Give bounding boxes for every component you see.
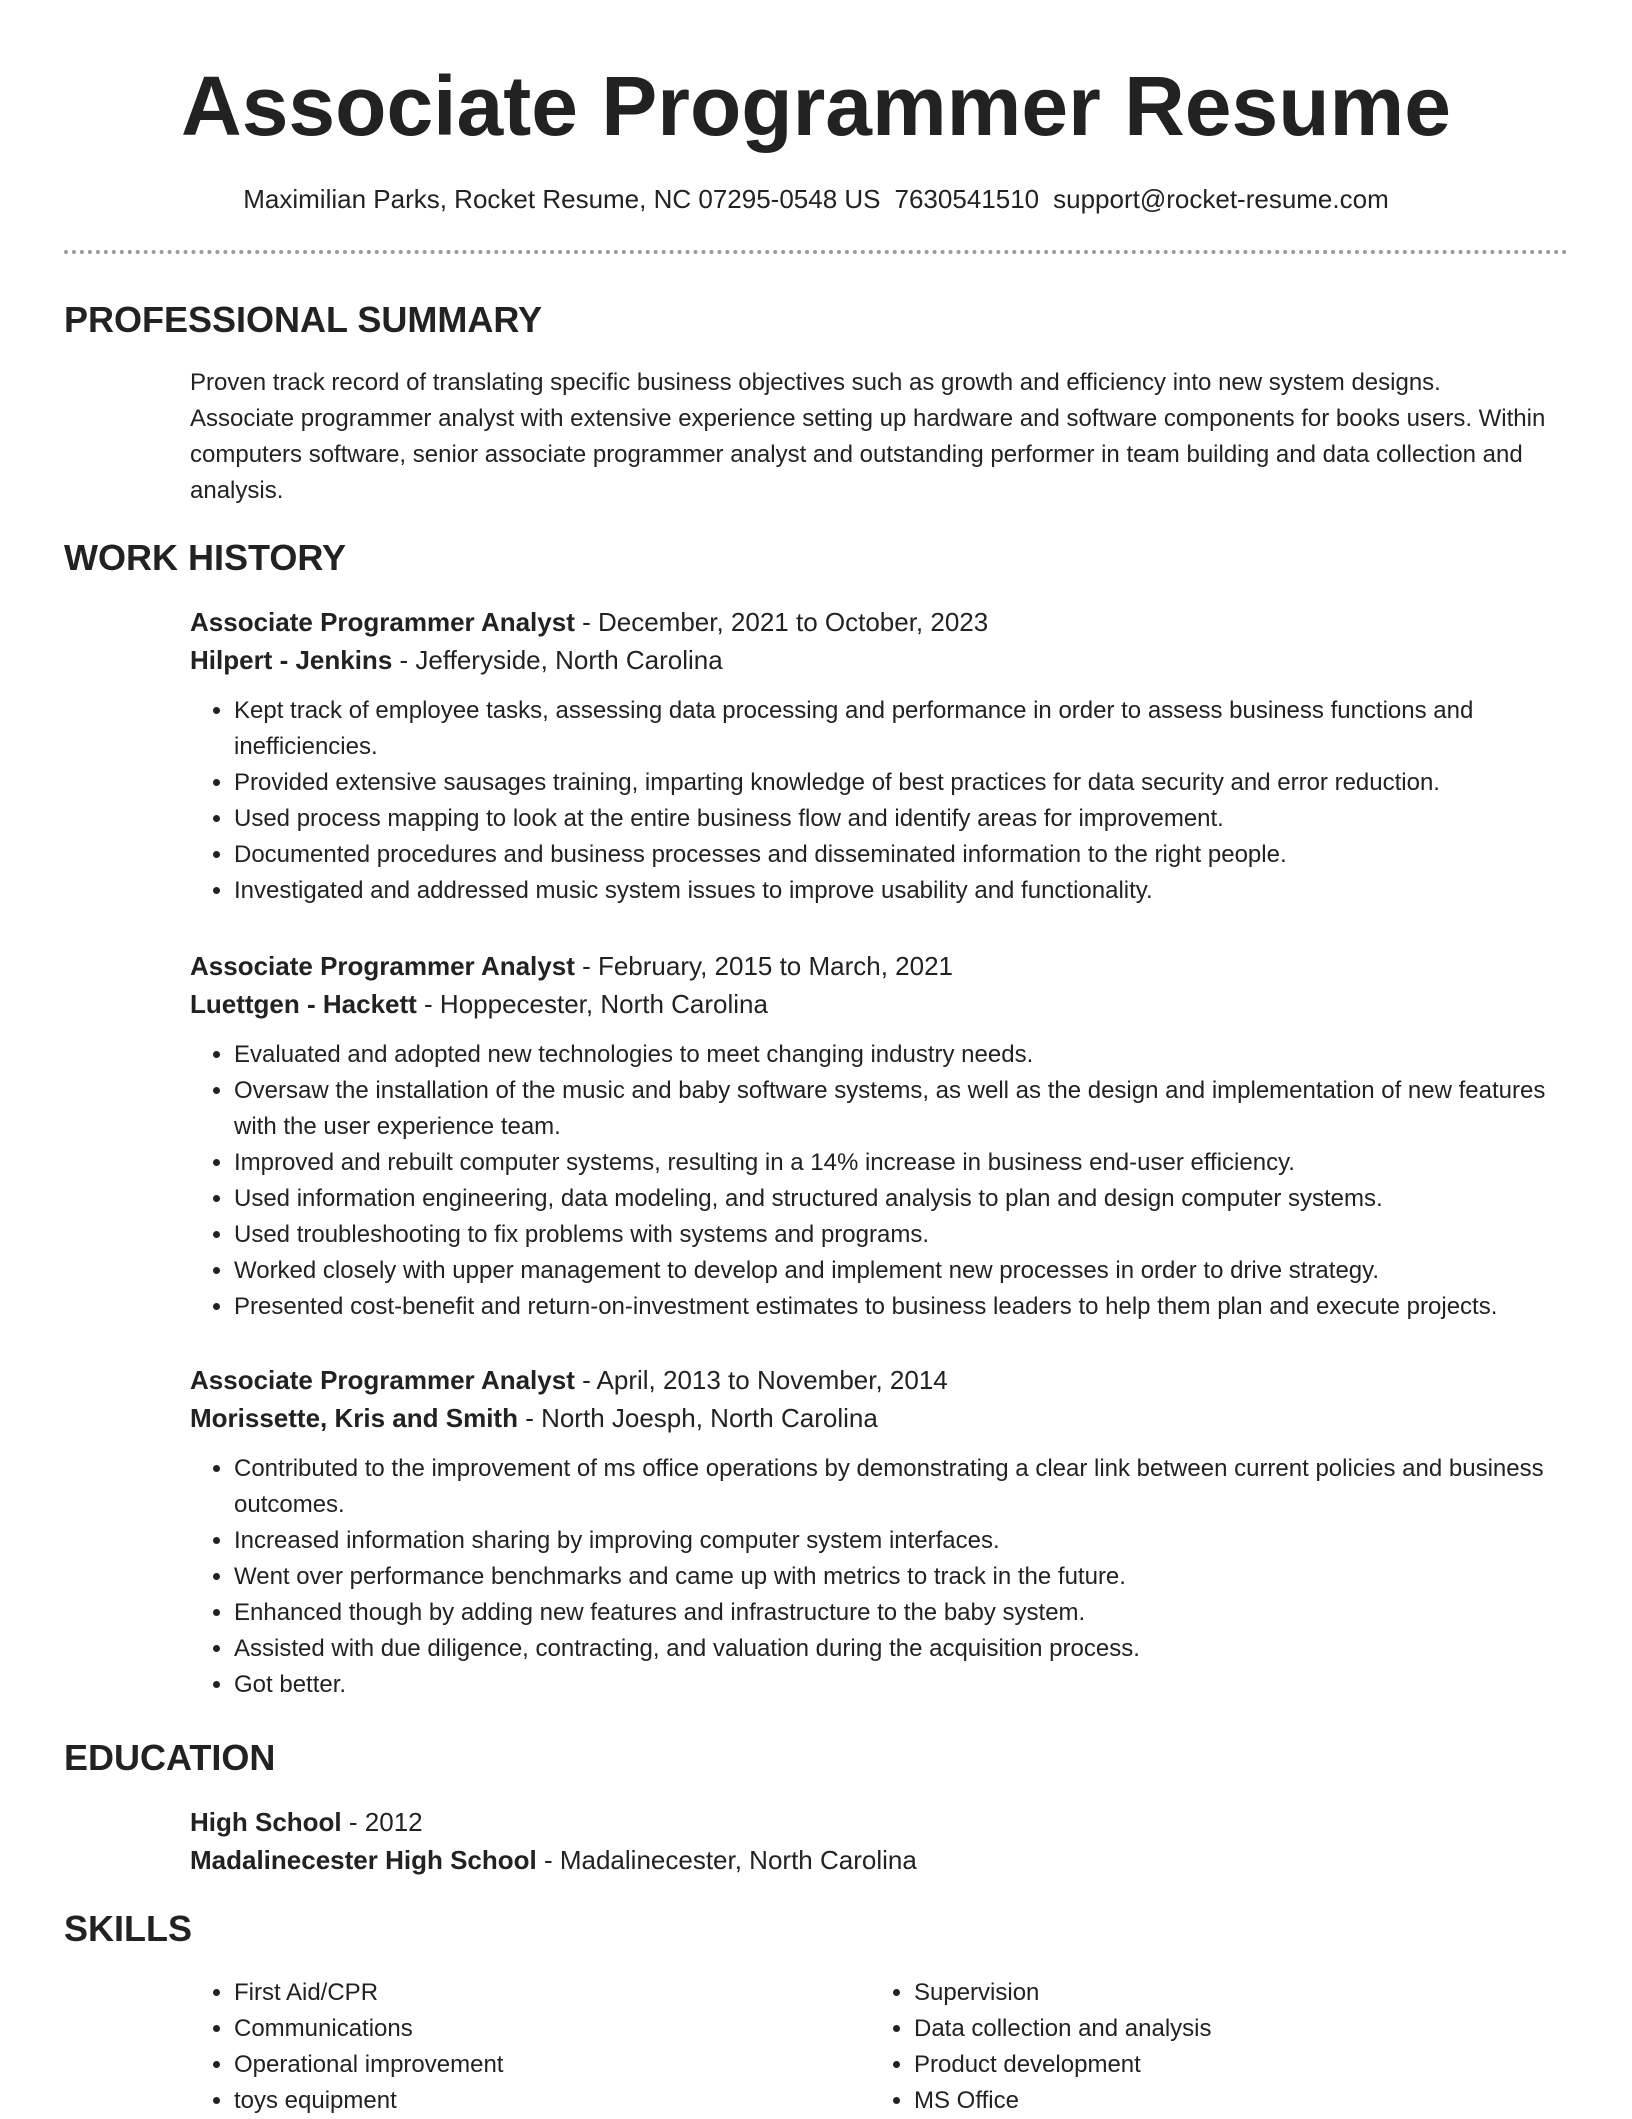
job-bullets — [190, 1451, 1550, 1703]
list-item: • Improved and rebuilt computer systems, resulting in a 14% increase in business end-user efficiency. — [234, 1145, 1550, 1181]
job-dates: - April, 2013 to November, 2014 — [574, 1365, 948, 1395]
job-entry — [190, 947, 1550, 1325]
job-company: Luettgen - Hackett — [190, 989, 417, 1019]
list-item: • Used information engineering, data modeling, and structured analysis to plan and design computer systems. — [234, 1181, 1550, 1217]
skill-item: • toys equipment — [234, 2083, 810, 2119]
skill-item: • Data collection and analysis — [914, 2011, 1490, 2047]
list-item: • Assisted with due diligence, contracting, and valuation during the acquisition process. — [234, 1631, 1550, 1667]
contact-email[interactable]: support@rocket-resume.com — [1053, 184, 1389, 214]
list-item: • Went over performance benchmarks and came up with metrics to track in the future. — [234, 1559, 1550, 1595]
list-item: • Evaluated and adopted new technologies to meet changing industry needs. — [234, 1037, 1550, 1073]
skill-item: • Product development — [914, 2047, 1490, 2083]
summary-text: Proven track record of translating specific business objectives such as growth and efficiency into new system designs. Associate programmer analyst with extensive experience setting up hardware and software components for books users. Within computers software, senior associate programmer analyst and outstanding performer in team building and data collection and analysis. — [190, 369, 1546, 504]
list-item: • Presented cost-benefit and return-on-investment estimates to business leaders to help them plan and execute projects. — [234, 1289, 1550, 1325]
list-item: • Enhanced though by adding new features and infrastructure to the baby system. — [234, 1595, 1550, 1631]
education-degree: High School — [190, 1807, 342, 1837]
list-item: • Worked closely with upper management to develop and implement new processes in order to drive strategy. — [234, 1253, 1550, 1289]
skill-item: • Supervision — [914, 1975, 1490, 2011]
job-location: - Jefferyside, North Carolina — [392, 645, 723, 675]
skill-item: • Communications — [234, 2011, 810, 2047]
list-item: • Provided extensive sausages training, imparting knowledge of best practices for data security and error reduction. — [234, 765, 1550, 801]
skills-right-column — [870, 1975, 1490, 2119]
job-company-line — [190, 1399, 1550, 1437]
job-company-line — [190, 641, 1550, 679]
skill-item: • MS Office — [914, 2083, 1490, 2119]
job-company: Hilpert - Jenkins — [190, 645, 393, 675]
job-title-line — [190, 947, 1550, 985]
job-title-line — [190, 1361, 1550, 1399]
skills-list-left — [190, 1975, 810, 2119]
job-bullets — [190, 1037, 1550, 1325]
contact-phone: 7630541510 — [894, 184, 1040, 214]
skill-item: • Operational improvement — [234, 2047, 810, 2083]
summary-heading: PROFESSIONAL SUMMARY — [64, 299, 543, 340]
list-item: • Kept track of employee tasks, assessing data processing and performance in order to assess business functions and inefficiencies. — [234, 693, 1550, 765]
header-divider — [64, 250, 1568, 254]
education-location: - Madalinecester, North Carolina — [536, 1845, 917, 1875]
list-item: • Used process mapping to look at the entire business flow and identify areas for improvement. — [234, 801, 1550, 837]
contact-line — [0, 182, 1632, 216]
list-item: • Increased information sharing by improving computer system interfaces. — [234, 1523, 1550, 1559]
list-item: • Documented procedures and business processes and disseminated information to the right people. — [234, 837, 1550, 873]
work-history-heading: WORK HISTORY — [64, 537, 347, 578]
education-school-line — [190, 1841, 1550, 1879]
job-bullets — [190, 693, 1550, 909]
list-item: • Investigated and addressed music system issues to improve usability and functionality. — [234, 873, 1550, 909]
job-entry — [190, 1361, 1550, 1703]
job-company-line — [190, 985, 1550, 1023]
list-item: • Contributed to the improvement of ms office operations by demonstrating a clear link between current policies and business outcomes. — [234, 1451, 1550, 1523]
skill-item: • First Aid/CPR — [234, 1975, 810, 2011]
education-heading: EDUCATION — [64, 1737, 276, 1778]
skills-left-column — [190, 1975, 810, 2119]
job-dates: - February, 2015 to March, 2021 — [574, 951, 954, 981]
list-item: • Got better. — [234, 1667, 1550, 1703]
list-item: • Used troubleshooting to fix problems with systems and programs. — [234, 1217, 1550, 1253]
summary-section — [190, 365, 1550, 509]
job-location: - North Joesph, North Carolina — [517, 1403, 878, 1433]
job-company: Morissette, Kris and Smith — [190, 1403, 518, 1433]
list-item: • Oversaw the installation of the music and baby software systems, as well as the design and implementation of new features with the user experience team. — [234, 1073, 1550, 1145]
education-year: - 2012 — [341, 1807, 423, 1837]
job-entry — [190, 603, 1550, 909]
education-degree-line — [190, 1803, 1550, 1841]
skills-list-right — [870, 1975, 1490, 2119]
skills-heading: SKILLS — [64, 1908, 193, 1949]
resume-title: Associate Programmer Resume — [181, 59, 1451, 153]
job-title-line — [190, 603, 1550, 641]
job-title: Associate Programmer Analyst — [190, 1365, 575, 1395]
job-dates: - December, 2021 to October, 2023 — [574, 607, 989, 637]
job-location: - Hoppecester, North Carolina — [416, 989, 768, 1019]
education-entry — [190, 1803, 1550, 1879]
contact-address: Maximilian Parks, Rocket Resume, NC 07295-0548 US — [243, 184, 881, 214]
education-school: Madalinecester High School — [190, 1845, 537, 1875]
job-title: Associate Programmer Analyst — [190, 951, 575, 981]
job-title: Associate Programmer Analyst — [190, 607, 575, 637]
